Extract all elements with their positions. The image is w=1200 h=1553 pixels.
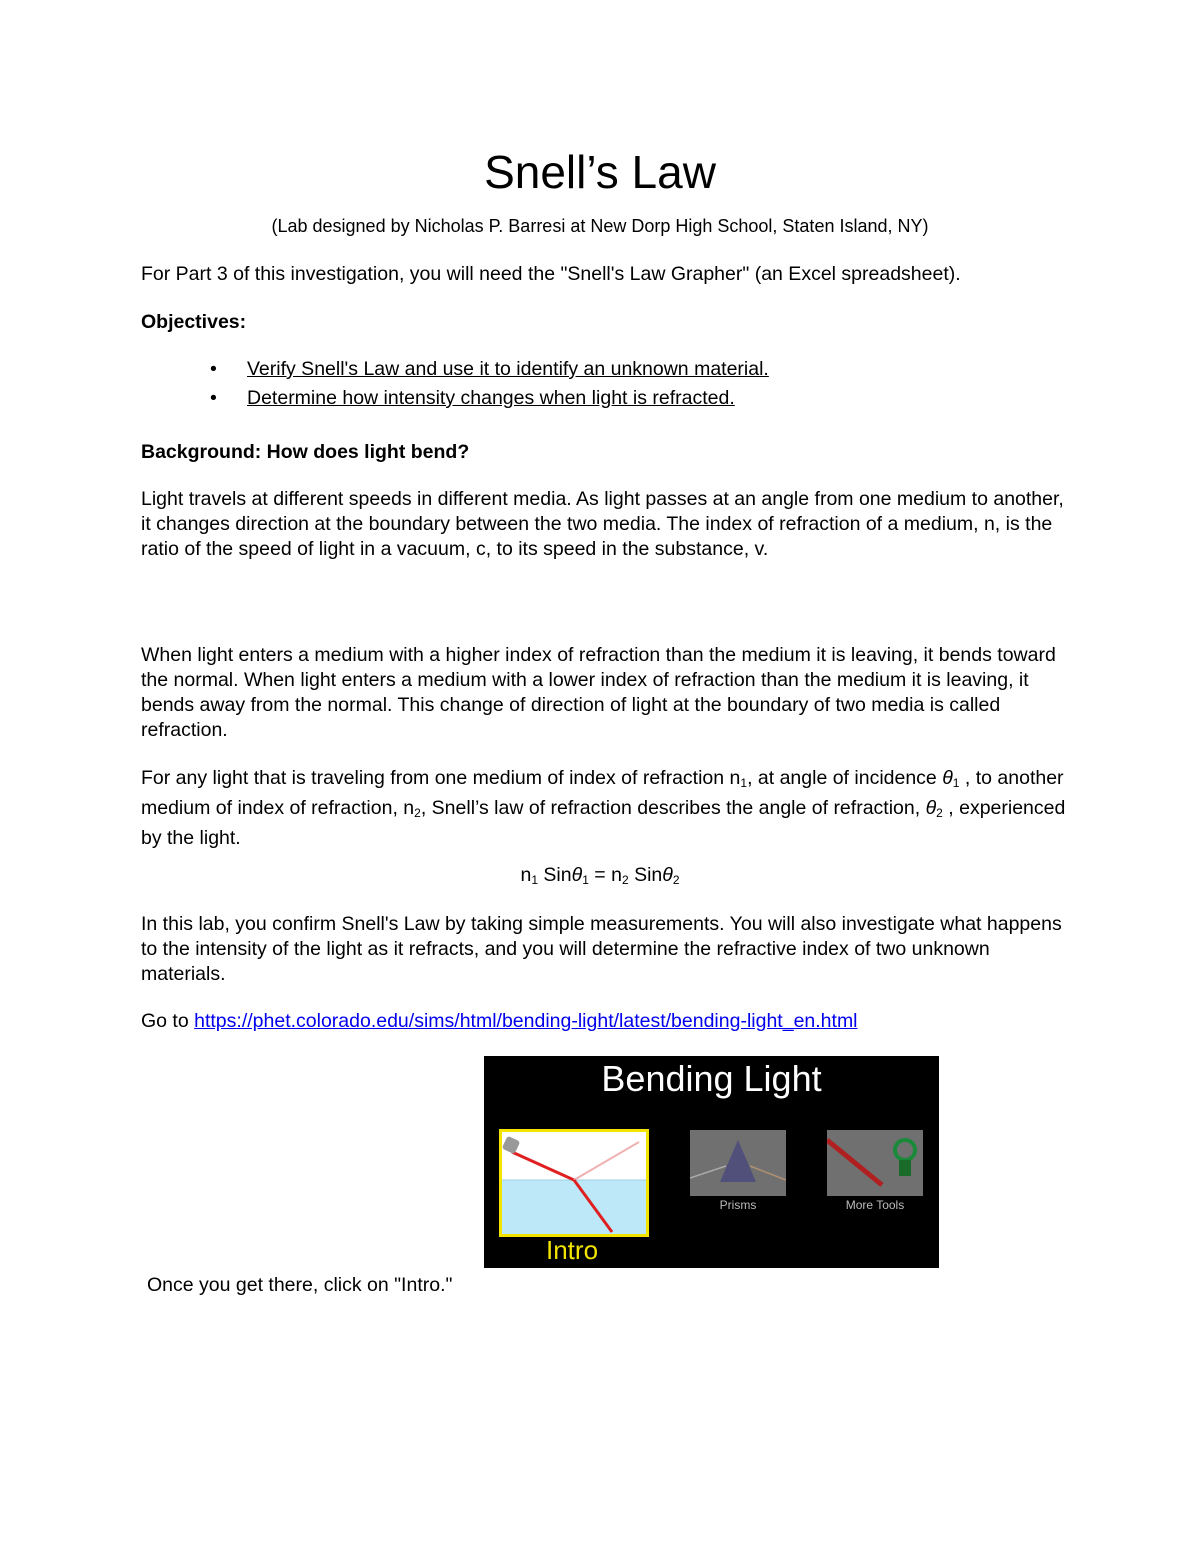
objectives-heading: Objectives: <box>141 311 247 333</box>
background-paragraph-1: Light travels at different speeds in different media. As light passes at an angle from one medium to another, it changes direction at the boundary between the two media. The index of refraction of a medium, n, is the ratio of the speed of light in a vacuum, c, to its speed in the substance, v. <box>141 488 1064 560</box>
more-tools-thumbnail[interactable] <box>827 1130 923 1196</box>
phet-link[interactable]: https://phet.colorado.edu/sims/html/bending-light/latest/bending-light_en.html <box>194 1010 858 1032</box>
goto-line: Go to https://phet.colorado.edu/sims/html/bending-light/latest/bending-light_en.html <box>141 1010 858 1032</box>
background-paragraph-2: When light enters a medium with a higher index of refraction than the medium it is leaving, it bends toward the normal. When light enters a medium with a lower index of refraction than the medium it is leaving, it bends away from the normal. This change of direction of light at the boundary of two media is called refraction. <box>141 644 1056 741</box>
intro-paragraph: For Part 3 of this investigation, you will need the "Snell's Law Grapher" (an Excel spreadsheet). <box>141 263 961 285</box>
background-heading: Background: How does light bend? <box>141 441 470 463</box>
screenshot-title: Bending Light <box>601 1058 822 1099</box>
bullet-glyph: • <box>210 387 217 409</box>
prisms-thumbnail[interactable] <box>690 1130 786 1196</box>
prism-icon <box>690 1130 786 1196</box>
more-tools-icon <box>827 1130 923 1196</box>
prisms-label[interactable]: Prisms <box>719 1198 757 1212</box>
objective-item: Determine how intensity changes when light is refracted. <box>247 387 735 409</box>
credit-line: (Lab designed by Nicholas P. Barresi at New Dorp High School, Staten Island, NY) <box>271 216 929 236</box>
page-title: Snell’s Law <box>484 146 716 198</box>
instruction-line: Once you get there, click on "Intro." <box>147 1274 453 1296</box>
intro-scene-icon <box>502 1132 646 1234</box>
snells-law-equation: $n_1$ $Sin\theta_1 = n_2$ Sinθ$_2$ <box>520 864 680 887</box>
background-paragraph-4: In this lab, you confirm Snell's Law by taking simple measurements. You will also investigate what happens to the intensity of the light as it refracts, and you will determine the refractive index of two unknown materials. <box>141 913 1062 985</box>
more-tools-label[interactable]: More Tools <box>845 1198 905 1212</box>
objective-item: Verify Snell's Law and use it to identify an unknown material. <box>247 358 769 380</box>
intro-label[interactable]: Intro <box>546 1235 599 1265</box>
bullet-glyph: • <box>210 358 217 380</box>
snells-law-paragraph: For any light that is traveling from one medium of index of refraction $n_1$, at angle of incidence $\theta_1$ , to another medium of index of refraction, $n_2$, Snell’s law of refraction describes the angle of refraction, $\theta_2$ , experienced by the light. <box>141 767 1066 849</box>
bending-light-screenshot <box>484 1056 939 1268</box>
intro-thumbnail[interactable] <box>499 1129 649 1237</box>
